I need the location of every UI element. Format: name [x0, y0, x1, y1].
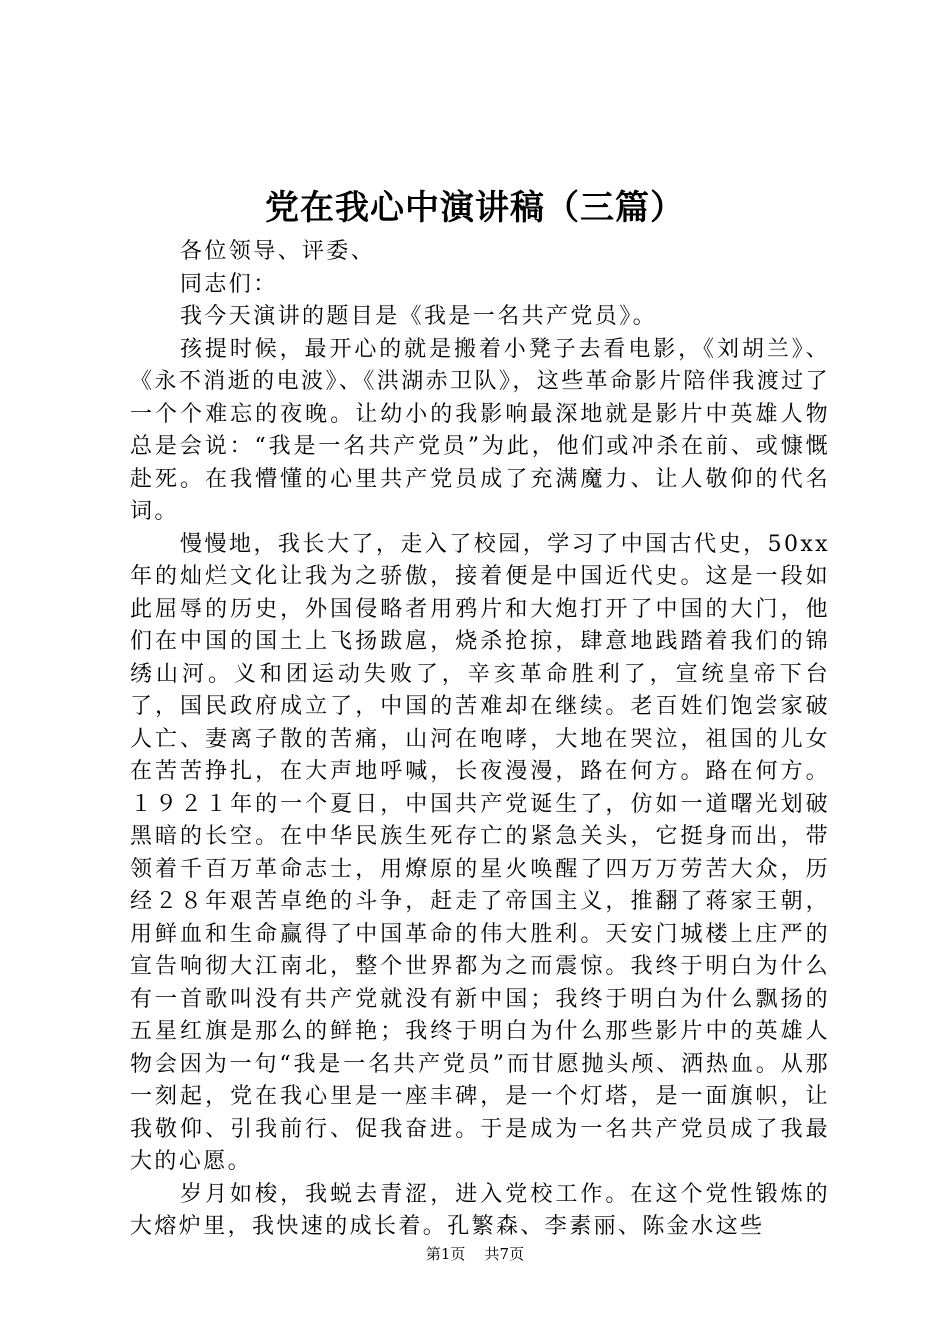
footer-spacer [470, 1245, 480, 1263]
page-total: 共7页 [484, 1245, 525, 1263]
history-paragraph: 慢慢地，我长大了，走入了校园，学习了中国古代史，50xx年的灿烂文化让我为之骄傲，接着便是中国近代史。这是一段如此屈辱的历史，外国侵略者用鸦片和大炮打开了中国的大门，他们在中国的国土上飞扬跋扈，烧杀抢掠，肆意地践踏着我们的锦绣山河。义和团运动失败了，辛亥革命胜利了，宣统皇帝下台了，国民政府成立了，中国的苦难却在继续。老百姓们饱尝家破人亡、妻离子散的苦痛，山河在咆哮，大地在哭泣，祖国的儿女在苦苦挣扎，在大声地呼喊，长夜漫漫，路在何方。路在何方。１９２１年的一个夏日，中国共产党诞生了，仿如一道曙光划破黑暗的长空。在中华民族生死存亡的紧急关头，它挺身而出，带领着千百万革命志士，用燎原的星火唤醒了四万万劳苦大众，历经２８年艰苦卓绝的斗争，赶走了帝国主义，推翻了蒋家王朝，用鲜血和生命赢得了中国革命的伟大胜利。天安门城楼上庄严的宣告响彻大江南北，整个世界都为之而震惊。我终于明白为什么有一首歌叫没有共产党就没有新中国；我终于明白为什么飘扬的五星红旗是那么的鲜艳；我终于明白为什么那些影片中的英雄人物会因为一句“我是一名共产党员”而甘愿抛头颅、洒热血。从那一刻起，党在我心里是一座丰碑，是一个灯塔，是一面旗帜，让我敬仰、引我前行、促我奋进。于是成为一名共产党员成了我最大的心愿。 [130, 531, 830, 1174]
salutation-line-1: 各位领导、评委、 [180, 239, 376, 264]
speech-topic-paragraph: 我今天演讲的题目是《我是一名共产党员》。 [180, 304, 658, 329]
party-school-paragraph: 岁月如梭，我蜕去青涩，进入党校工作。在这个党性锻炼的大熔炉里，我快速的成长着。孔繁森、李素丽、陈金水这些 [130, 1181, 830, 1239]
page-footer [0, 1243, 950, 1265]
document-title: 党在我心中演讲稿（三篇） [265, 188, 685, 228]
document-body [130, 236, 830, 1244]
childhood-paragraph: 孩提时候，最开心的就是搬着小凳子去看电影，《刘胡兰》、《永不消逝的电波》、《洪湖赤卫队》，这些革命影片陪伴我渡过了一个个难忘的夜晚。让幼小的我影响最深地就是影片中英雄人物总是会说：“我是一名共产党员”为此，他们或冲杀在前、或慷慨赴死。在我懵懂的心里共产党员成了充满魔力、让人敬仰的代名词。 [130, 336, 830, 524]
salutation-line-2: 同志们： [180, 271, 278, 297]
page-number: 第1页 [425, 1245, 466, 1263]
